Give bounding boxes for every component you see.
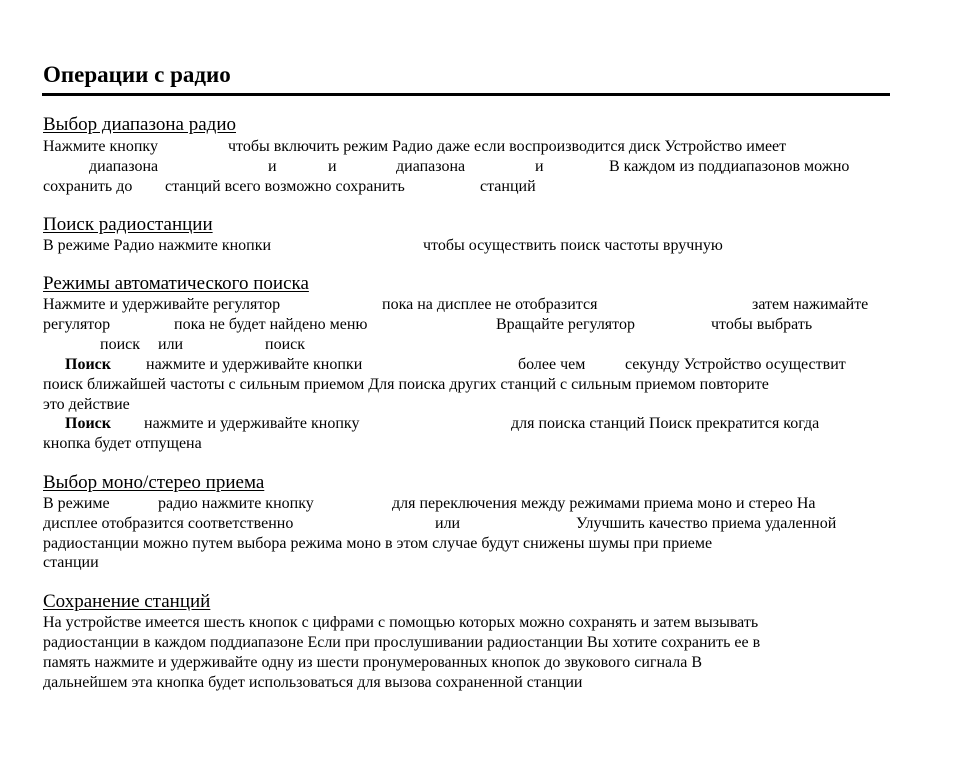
text-line	[43, 434, 890, 454]
text-line	[43, 673, 890, 693]
text-fragment: сохранить до	[43, 178, 133, 195]
text-fragment: радиостанции в каждом поддиапазоне Если при прослушивании радиостанции Вы хотите сохранить ее в	[43, 634, 761, 651]
section-heading-save-stations: Сохранение станций	[43, 591, 211, 612]
text-fragment: кнопка будет отпущена	[43, 435, 202, 452]
text-line	[43, 157, 890, 177]
mode-label-search: Поиск	[65, 356, 111, 373]
text-fragment: чтобы осуществить поиск частоты вручную	[423, 237, 723, 254]
text-line	[43, 414, 890, 434]
text-fragment: В каждом из поддиапазонов можно	[609, 158, 850, 175]
text-fragment: пока на дисплее не отобразится	[382, 296, 598, 313]
text-line	[43, 236, 890, 256]
text-fragment: радиостанции можно путем выбора режима моно в этом случае будут снижены шумы при приеме	[43, 535, 713, 552]
text-line	[43, 375, 890, 395]
text-line	[43, 355, 890, 375]
text-fragment: память нажмите и удерживайте одну из шести пронумерованных кнопок до звукового сигнала В	[43, 654, 703, 671]
text-fragment: более чем	[518, 356, 586, 373]
section-heading-band-select: Выбор диапазона радио	[43, 114, 236, 135]
section-heading-auto-search-modes: Режимы автоматического поиска	[43, 273, 309, 294]
text-line	[43, 613, 890, 633]
text-fragment: секунду Устройство осуществит	[625, 356, 846, 373]
text-line	[43, 653, 890, 673]
text-fragment: нажмите и удерживайте кнопку	[144, 415, 360, 432]
text-line	[43, 177, 890, 197]
text-fragment: станций всего возможно сохранить	[165, 178, 405, 195]
text-line	[43, 514, 890, 534]
text-fragment: диапазона	[89, 158, 159, 175]
text-fragment: это действие	[43, 396, 130, 413]
text-fragment: станции	[43, 554, 99, 571]
text-fragment: или	[158, 336, 184, 353]
text-fragment: регулятор	[43, 316, 111, 333]
text-fragment: дальнейшем эта кнопка будет использоваться для вызова сохраненной станции	[43, 674, 583, 691]
text-fragment: пока не будет найдено меню	[174, 316, 368, 333]
text-line	[43, 534, 890, 554]
text-fragment: станций	[480, 178, 536, 195]
text-fragment: чтобы выбрать	[711, 316, 813, 333]
text-line	[43, 315, 890, 335]
text-fragment: для переключения между режимами приема моно и стерео На	[392, 495, 816, 512]
text-fragment: радио нажмите кнопку	[158, 495, 314, 512]
text-fragment: или	[435, 515, 461, 532]
text-fragment: На устройстве имеется шесть кнопок с цифрами с помощью которых можно сохранять и затем вызывать	[43, 614, 759, 631]
text-fragment: диапазона	[396, 158, 466, 175]
text-fragment: В режиме	[43, 495, 110, 512]
page-title: Операции с радио	[43, 62, 231, 87]
section-heading-station-search: Поиск радиостанции	[43, 214, 213, 235]
text-fragment: затем нажимайте	[752, 296, 869, 313]
title-divider	[42, 93, 890, 96]
section-heading-mono-stereo: Выбор моно/стерео приема	[43, 472, 265, 493]
text-fragment: поиск ближайшей частоты с сильным приемом Для поиска других станций с сильным приемом повторите	[43, 376, 769, 393]
text-fragment: и	[268, 158, 277, 175]
text-fragment: В режиме Радио нажмите кнопки	[43, 237, 272, 254]
text-fragment: дисплее отобразится соответственно	[43, 515, 294, 532]
text-fragment: чтобы включить режим Радио даже если воспроизводится диск Устройство имеет	[228, 138, 787, 155]
text-fragment: Нажмите кнопку	[43, 138, 158, 155]
text-line	[43, 494, 890, 514]
text-line	[43, 295, 890, 315]
text-line	[43, 633, 890, 653]
mode-label-search: Поиск	[65, 415, 111, 432]
text-fragment: нажмите и удерживайте кнопки	[146, 356, 363, 373]
text-line	[43, 335, 890, 355]
text-line	[43, 137, 890, 157]
text-fragment: Улучшить качество приема удаленной	[576, 515, 837, 532]
text-fragment: поиск	[100, 336, 140, 353]
text-fragment: и	[328, 158, 337, 175]
text-fragment: поиск	[265, 336, 305, 353]
text-line	[43, 553, 890, 573]
text-fragment: Вращайте регулятор	[496, 316, 635, 333]
text-fragment: и	[535, 158, 544, 175]
text-fragment: Нажмите и удерживайте регулятор	[43, 296, 281, 313]
text-line	[43, 395, 890, 415]
text-fragment: для поиска станций Поиск прекратится когда	[511, 415, 820, 432]
